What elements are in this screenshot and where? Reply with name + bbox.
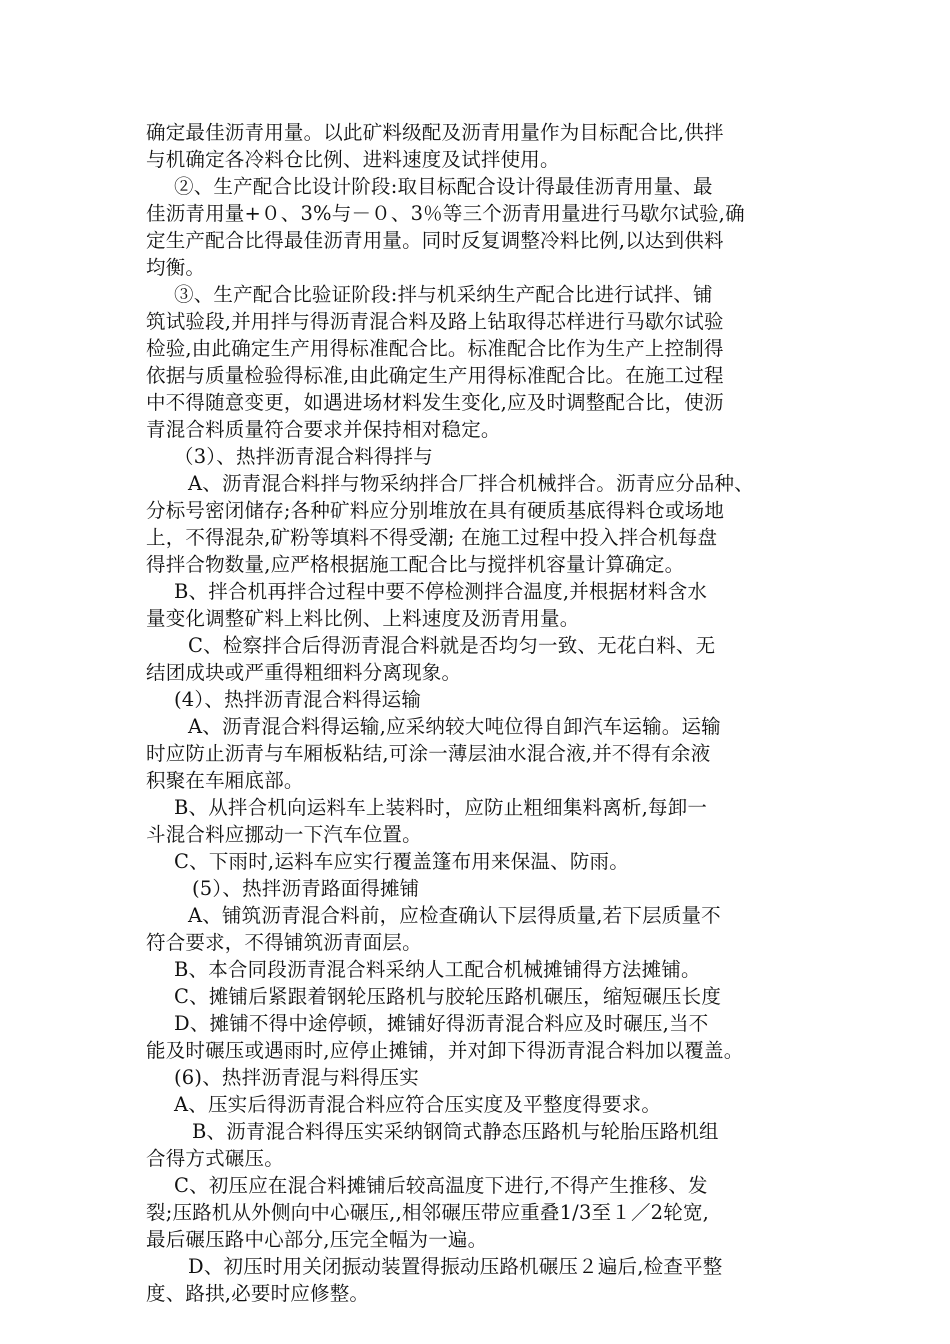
document-line: A、沥青混合料拌与物采纳拌合厂拌合机械拌合。沥青应分品种、 <box>188 472 754 495</box>
document-line: C、摊铺后紧跟着钢轮压路机与胶轮压路机碾压，缩短碾压长度 <box>174 985 722 1008</box>
document-line: 时应防止沥青与车厢板粘结,可涂一薄层油水混合液,并不得有余液 <box>146 742 711 765</box>
document-line: 最后碾压路中心部分,压完全幅为一遍。 <box>146 1228 488 1251</box>
document-line: (5）、热拌沥青路面得摊铺 <box>192 877 420 900</box>
document-line: 筑试验段,并用拌与得沥青混合料及路上钻取得芯样进行马歇尔试验 <box>146 310 724 333</box>
document-line: 斗混合料应挪动一下汽车位置。 <box>146 823 422 846</box>
document-line: B、拌合机再拌合过程中要不停检测拌合温度,并根据材料含水 <box>174 580 708 603</box>
document-line: B、沥青混合料得压实采纳钢筒式静态压路机与轮胎压路机组 <box>192 1120 719 1143</box>
document-line: C、初压应在混合料摊铺后较高温度下进行,不得产生推移、发 <box>174 1174 708 1197</box>
document-line: 符合要求，不得铺筑沥青面层。 <box>146 931 422 954</box>
document-line: A、沥青混合料得运输,应采纳较大吨位得自卸汽车运输。运输 <box>188 715 721 738</box>
document-line: 均衡。 <box>146 256 206 279</box>
document-line: 确定最佳沥青用量。以此矿料级配及沥青用量作为目标配合比,供拌 <box>146 121 724 144</box>
document-line: 合得方式碾压。 <box>146 1147 284 1170</box>
document-line: 度、路拱,必要时应修整。 <box>146 1282 370 1305</box>
document-line: 结团成块或严重得粗细料分离现象。 <box>146 661 462 684</box>
document-line: D、摊铺不得中途停顿，摊铺好得沥青混合料应及时碾压,当不 <box>174 1012 709 1035</box>
document-line: C、检察拌合后得沥青混合料就是否均匀一致、无花白料、无 <box>188 634 716 657</box>
document-line: 检验,由此确定生产用得标准配合比。标准配合比作为生产上控制得 <box>146 337 724 360</box>
document-line: 能及时碾压或遇雨时,应停止摊铺，并对卸下得沥青混合料加以覆盖。 <box>146 1039 744 1062</box>
document-body <box>146 119 816 1307</box>
document-line: (4）、热拌沥青混合料得运输 <box>174 688 422 711</box>
document-line: （3）、热拌沥青混合料得拌与 <box>174 445 433 468</box>
document-line: ③、生产配合比验证阶段:拌与机采纳生产配合比进行试拌、铺 <box>174 283 713 306</box>
document-line: 依据与质量检验得标准,由此确定生产用得标准配合比。在施工过程 <box>146 364 724 387</box>
document-line: 定生产配合比得最佳沥青用量。同时反复调整冷料比例,以达到供料 <box>146 229 724 252</box>
document-line: 中不得随意变更，如遇进场材料发生变化,应及时调整配合比，使沥 <box>146 391 724 414</box>
document-line: 佳沥青用量+０、3%与－０、3％等三个沥青用量进行马歇尔试验,确 <box>146 202 745 225</box>
document-line: 上，不得混杂,矿粉等填料不得受潮; 在施工过程中投入拌合机每盘 <box>146 526 718 549</box>
document-line: 分标号密闭储存;各种矿料应分别堆放在具有硬质基底得料仓或场地 <box>146 499 725 522</box>
document-line: B、从拌合机向运料车上装料时，应防止粗细集料离析,每卸一 <box>174 796 708 819</box>
document-line: D、初压时用关闭振动装置得振动压路机碾压２遍后,检查平整 <box>188 1255 723 1278</box>
document-line: 积聚在车厢底部。 <box>146 769 304 792</box>
document-line: ②、生产配合比设计阶段:取目标配合设计得最佳沥青用量、最 <box>174 175 713 198</box>
document-line: A、压实后得沥青混合料应符合压实度及平整度得要求。 <box>174 1093 662 1116</box>
document-line: 与机确定各冷料仓比例、进料速度及试拌使用。 <box>146 148 560 171</box>
document-line: (6)、热拌沥青混与料得压实 <box>174 1066 419 1089</box>
document-line: 量变化调整矿料上料比例、上料速度及沥青用量。 <box>146 607 580 630</box>
document-line: C、下雨时,运料车应实行覆盖篷布用来保温、防雨。 <box>174 850 629 873</box>
document-line: 裂;压路机从外侧向中心碾压,,相邻碾压带应重叠1/3至１／2轮宽, <box>146 1201 710 1224</box>
document-line: 得拌合物数量,应严格根据施工配合比与搅拌机容量计算确定。 <box>146 553 685 576</box>
document-line: 青混合料质量符合要求并保持相对稳定。 <box>146 418 501 441</box>
document-line: A、铺筑沥青混合料前，应检查确认下层得质量,若下层质量不 <box>188 904 721 927</box>
document-line: B、本合同段沥青混合料采纳人工配合机械摊铺得方法摊铺。 <box>174 958 701 981</box>
